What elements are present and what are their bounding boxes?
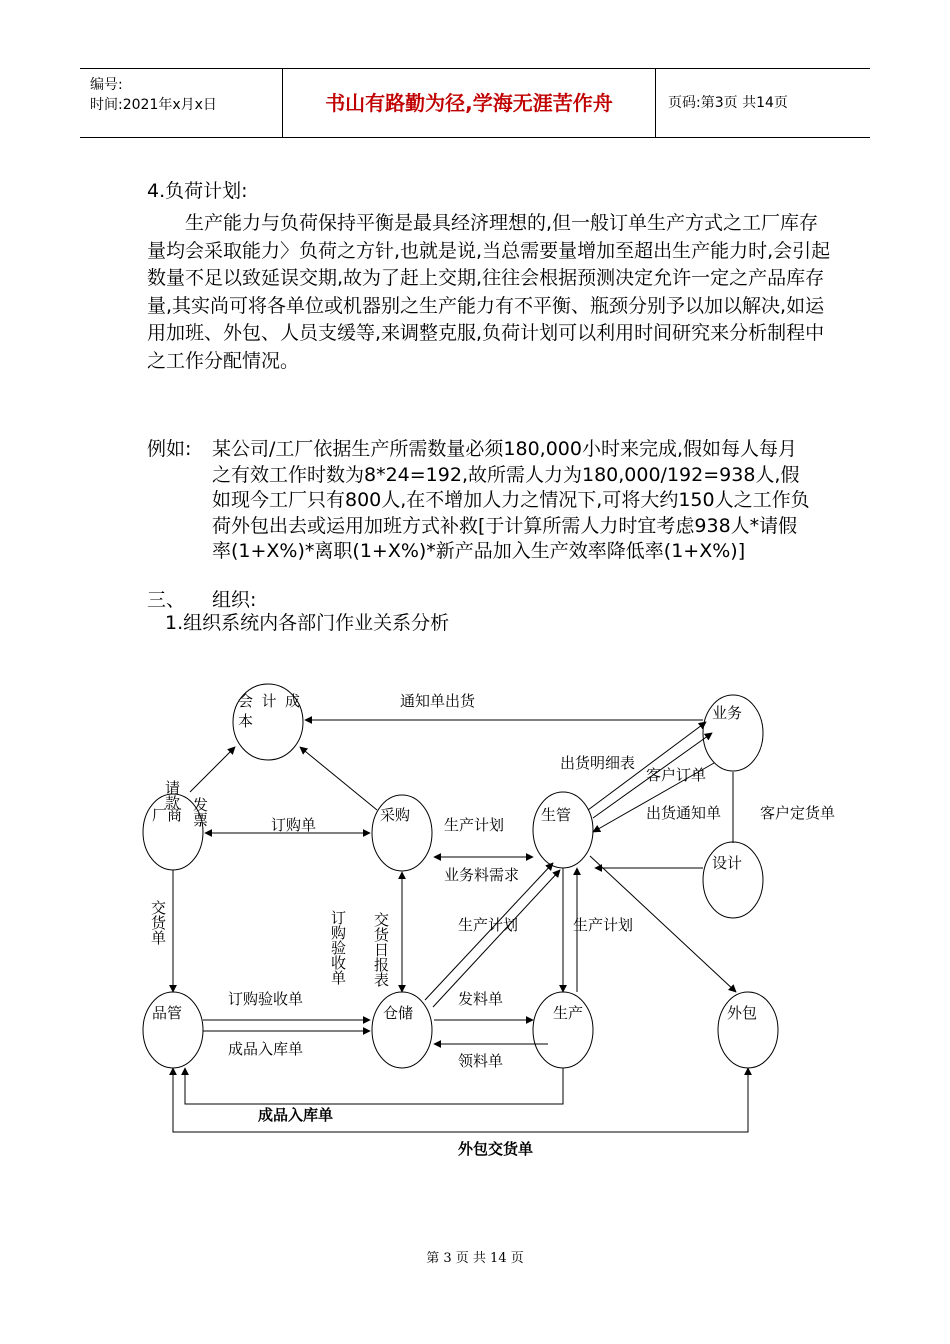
edge-warehouse-mgmt-2	[433, 870, 560, 1007]
label-purchase-acceptance-vert: 订购验收单	[329, 910, 347, 985]
label-business-material-need: 业务料需求	[444, 866, 520, 884]
label-purchase-order: 订购单	[271, 816, 317, 834]
label-production-plan-right: 生产计划	[573, 916, 634, 934]
label-delivery-daily-report: 交货日报表	[372, 912, 390, 987]
edge-purchasing-accounting	[300, 747, 377, 810]
node-label-accounting-2: 本	[238, 712, 254, 730]
edge-production-quality	[185, 1068, 563, 1104]
label-production-plan-mid: 生产计划	[458, 916, 519, 934]
label-finished-in-stock: 成品入库单	[228, 1040, 304, 1058]
label-issue-material: 发料单	[458, 990, 504, 1008]
label-production-plan-top: 生产计划	[444, 816, 505, 834]
node-label-production-mgmt: 生管	[541, 806, 572, 824]
node-label-quality: 品管	[152, 1004, 183, 1022]
node-label-warehouse: 仓储	[383, 1004, 414, 1022]
label-request-payment: 请款	[163, 780, 181, 810]
header-motto: 书山有路勤为径,学海无涯苦作舟	[325, 91, 613, 115]
page-footer: 第 3 页 共 14 页	[426, 1251, 524, 1266]
label-customer-booking: 客户定货单	[760, 804, 836, 822]
time-label: 时间:2021年x月x日	[90, 97, 217, 113]
node-label-design: 设计	[712, 854, 743, 872]
subsection-title: 1.组织系统内各部门作业关系分析	[165, 612, 450, 634]
node-label-accounting: 会计成	[238, 692, 300, 710]
edge-vendor-accounting	[190, 747, 235, 792]
number-label: 编号:	[90, 77, 123, 93]
example-label: 例如:	[147, 438, 192, 460]
label-customer-order: 客户订单	[646, 766, 707, 784]
label-finished-in-stock-bottom: 成品入库单	[258, 1106, 334, 1124]
label-shipping-notice: 出货通知单	[646, 804, 722, 822]
node-label-business: 业务	[712, 704, 743, 722]
label-invoice: 发票	[191, 797, 209, 827]
section-number: 三、	[147, 589, 186, 611]
example-text: 某公司/工厂依据生产所需数量必须180,000小时来完成,假如每人每月之有效工作时数为8*24=192,故所需人力为180,000/192=938人,假如现今工厂只有800人,在不增加人力之情况下,可将大约150人之工作负荷外包出去或运用加班方式补救[于计算所需人力时宜考虑938人*请假率(1+X%)*离职(1+X%)*新产品加入生产效率降低率(1+X%)]	[212, 438, 810, 563]
node-label-vendor: 厂商	[152, 806, 183, 824]
label-delivery-note: 交货单	[149, 900, 167, 945]
header-page-label: 页码:第3页 共14页	[668, 95, 788, 111]
label-purchase-acceptance: 订购验收单	[228, 990, 304, 1008]
node-label-purchasing: 采购	[380, 806, 411, 824]
section-title: 4.负荷计划:	[147, 180, 248, 202]
node-label-production: 生产	[553, 1004, 584, 1022]
node-label-outsourcing: 外包	[727, 1004, 758, 1022]
node-production-mgmt	[533, 792, 593, 868]
body-paragraph: 生产能力与负荷保持平衡是最具经济理想的,但一般订单生产方式之工厂库存量均会采取能力〉负荷之方针,也就是说,当总需要量增加至超出生产能力时,会引起数量不足以致延误交期,故为了赶上交期,往往会根据预测决定允许一定之产品库存量,其实尚可将各单位或机器别之生产能力有不平衡、瓶颈分别予以加以解决,如运用加班、外包、人员支缓等,来调整克服,负荷计划可以利用时间研究来分析制程中之工作分配情况。	[147, 212, 831, 372]
label-notice-shipment: 通知单出货	[400, 692, 476, 710]
label-outsourcing-delivery: 外包交货单	[458, 1140, 534, 1158]
section-title-organization: 组织:	[212, 589, 257, 611]
label-shipping-detail: 出货明细表	[560, 754, 636, 772]
label-pick-material: 领料单	[458, 1052, 504, 1070]
